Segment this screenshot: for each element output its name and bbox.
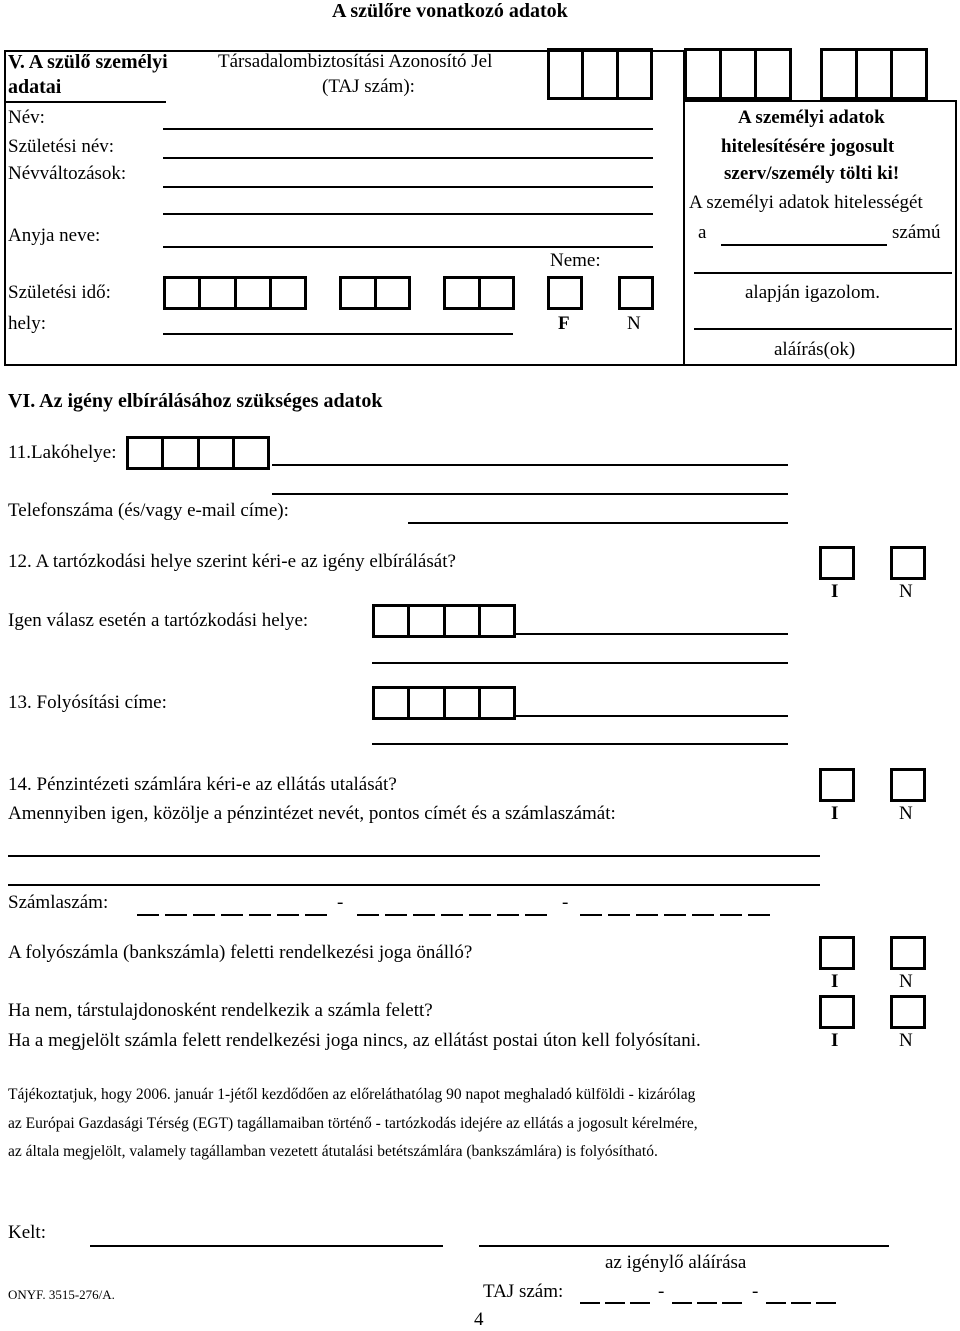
auth-document-field[interactable]: [694, 272, 952, 274]
account-digit-blank[interactable]: [221, 914, 243, 916]
auth-a-label: a: [698, 222, 707, 243]
disposal-no-label: N: [899, 971, 913, 992]
account-digit-blank[interactable]: [137, 914, 159, 916]
account-digit-blank[interactable]: [469, 914, 491, 916]
gender-label: Neme:: [550, 250, 601, 271]
account-digit-blank[interactable]: [249, 914, 271, 916]
form-code: ONYF. 3515-276/A.: [8, 1287, 115, 1302]
disposal-no-checkbox[interactable]: [890, 936, 926, 970]
auth-based-on: alapján igazolom.: [745, 282, 881, 303]
account-digit-blank[interactable]: [608, 914, 630, 916]
account-digit-blank[interactable]: [636, 914, 658, 916]
info-line-1: Tájékoztatjuk, hogy 2006. január 1-jétől kezdődően az előreláthatólag 90 napot meghaladó külföldi - kizárólag: [8, 1086, 696, 1103]
footer-taj-separator-1: -: [658, 1281, 665, 1302]
bank-address-field[interactable]: [8, 884, 820, 886]
account-digit-blank[interactable]: [497, 914, 519, 916]
q14-yes-label: I: [831, 803, 839, 824]
footer-taj-separator-2: -: [752, 1281, 759, 1302]
q14-yes-checkbox[interactable]: [819, 768, 855, 802]
q13-label: 13. Folyósítási címe:: [8, 692, 167, 713]
account-digit-blank[interactable]: [580, 914, 602, 916]
account-digit-blank[interactable]: [748, 914, 770, 916]
gender-f-label: F: [558, 313, 570, 334]
page-title: A szülőre vonatkozó adatok: [332, 0, 568, 22]
coowner-yes-checkbox[interactable]: [819, 995, 855, 1029]
q12-label: 12. A tartózkodási helye szerint kéri-e az igény elbírálását?: [8, 551, 456, 572]
birth-month-boxes[interactable]: [339, 276, 411, 310]
phone-field[interactable]: [408, 522, 788, 524]
taj-digit-blank[interactable]: [791, 1302, 811, 1304]
kelt-label: Kelt:: [8, 1222, 46, 1243]
phone-label: Telefonszáma (és/vagy e-mail címe):: [8, 500, 289, 521]
mother-name-field[interactable]: [163, 246, 653, 248]
disposal-yes-label: I: [831, 971, 839, 992]
taj-digit-blank[interactable]: [697, 1302, 717, 1304]
taj-digit-boxes-3[interactable]: [820, 48, 928, 100]
payment-postcode-boxes[interactable]: [372, 686, 516, 720]
gender-n-label: N: [627, 313, 641, 334]
taj-digit-blank[interactable]: [605, 1302, 625, 1304]
auth-signature-field[interactable]: [694, 328, 952, 330]
info-line-2: az Európai Gazdasági Térség (EGT) tagállamaiban történő - tartózkodás idejére az ellátás a jogosult kérelmére,: [8, 1115, 698, 1132]
auth-szamu-label: számú: [892, 222, 941, 243]
taj-label: Társadalombiztosítási Azonosító Jel: [218, 51, 493, 72]
taj-digit-blank[interactable]: [766, 1302, 786, 1304]
section-5-heading-2: adatai: [8, 76, 62, 98]
section-5-heading: V. A szülő személyi: [8, 51, 168, 73]
auth-line-4: A személyi adatok hitelességét: [689, 192, 923, 213]
q14-no-label: N: [899, 803, 913, 824]
taj-digit-boxes-2[interactable]: [684, 48, 792, 100]
birth-name-field[interactable]: [163, 157, 653, 159]
taj-digit-blank[interactable]: [580, 1302, 600, 1304]
bank-name-field[interactable]: [8, 855, 820, 857]
name-label: Név:: [8, 107, 45, 128]
account-digit-blank[interactable]: [413, 914, 435, 916]
residence-label: 11.Lakóhelye:: [8, 442, 117, 463]
auth-line-1: A személyi adatok: [738, 107, 885, 128]
mother-name-label: Anyja neve:: [8, 225, 101, 246]
page-number: 4: [474, 1309, 484, 1330]
taj-digit-blank[interactable]: [630, 1302, 650, 1304]
birth-day-boxes[interactable]: [443, 276, 515, 310]
q12-yes-checkbox[interactable]: [819, 546, 855, 580]
taj-digit-boxes-1[interactable]: [547, 48, 653, 100]
kelt-field[interactable]: [90, 1245, 443, 1247]
account-digit-blank[interactable]: [357, 914, 379, 916]
name-changes-field-2[interactable]: [163, 213, 653, 215]
q12-no-checkbox[interactable]: [890, 546, 926, 580]
gender-f-checkbox[interactable]: [547, 276, 583, 310]
account-digit-blank[interactable]: [193, 914, 215, 916]
no-right-note: Ha a megjelölt számla felett rendelkezési joga nincs, az ellátást postai úton kell folyósítani.: [8, 1030, 701, 1051]
stay-postcode-boxes[interactable]: [372, 604, 516, 638]
account-digit-blank[interactable]: [385, 914, 407, 916]
stay-address-field-2[interactable]: [372, 662, 788, 664]
account-digit-blank[interactable]: [277, 914, 299, 916]
residence-address-field-2[interactable]: [272, 493, 788, 495]
q14-no-checkbox[interactable]: [890, 768, 926, 802]
name-changes-field-1[interactable]: [163, 186, 653, 188]
account-digit-blank[interactable]: [441, 914, 463, 916]
section-6-heading: VI. Az igény elbírálásához szükséges adatok: [8, 390, 383, 412]
birth-name-label: Születési név:: [8, 136, 115, 157]
auth-number-field[interactable]: [721, 244, 887, 246]
residence-postcode-boxes[interactable]: [126, 436, 270, 470]
applicant-signature-field[interactable]: [479, 1245, 889, 1247]
auth-signature-label: aláírás(ok): [774, 339, 856, 360]
gender-n-checkbox[interactable]: [618, 276, 654, 310]
q14-followup-label: Amennyiben igen, közölje a pénzintézet nevét, pontos címét és a számlaszámát:: [8, 803, 616, 824]
place-label: hely:: [8, 313, 46, 334]
coowner-no-label: N: [899, 1030, 913, 1051]
account-digit-blank[interactable]: [525, 914, 547, 916]
disposal-question: A folyószámla (bankszámla) feletti rendelkezési joga önálló?: [8, 942, 473, 963]
birth-year-boxes[interactable]: [163, 276, 307, 310]
account-digit-blank[interactable]: [664, 914, 686, 916]
taj-digit-blank[interactable]: [672, 1302, 692, 1304]
disposal-yes-checkbox[interactable]: [819, 936, 855, 970]
info-line-3: az általa megjelölt, valamely tagállamban vezetett átutalási betétszámlára (bankszámlára) is folyósítható.: [8, 1143, 658, 1160]
coowner-yes-label: I: [831, 1030, 839, 1051]
q12-no-label: N: [899, 581, 913, 602]
auth-line-3: szerv/személy tölti ki!: [724, 163, 900, 184]
payment-address-field-1[interactable]: [516, 715, 788, 717]
account-separator-1: -: [337, 892, 344, 913]
birth-place-field[interactable]: [163, 333, 513, 335]
account-digit-blank[interactable]: [720, 914, 742, 916]
q14-label: 14. Pénzintézeti számlára kéri-e az ellátás utalását?: [8, 774, 397, 795]
q12-yes-label: I: [831, 581, 839, 602]
residence-address-field-1[interactable]: [272, 464, 788, 466]
auth-line-2: hitelesítésére jogosult: [721, 136, 895, 157]
account-separator-2: -: [562, 892, 569, 913]
name-changes-label: Névváltozások:: [8, 163, 127, 184]
coowner-question: Ha nem, társtulajdonosként rendelkezik a számla felett?: [8, 1000, 433, 1021]
taj-digit-blank[interactable]: [722, 1302, 742, 1304]
account-digit-blank[interactable]: [692, 914, 714, 916]
taj-label-2: (TAJ szám):: [322, 76, 415, 97]
heading-divider: [4, 101, 166, 103]
stay-address-field-1[interactable]: [516, 633, 788, 635]
name-field[interactable]: [163, 128, 653, 130]
coowner-no-checkbox[interactable]: [890, 995, 926, 1029]
applicant-signature-label: az igénylő aláírása: [605, 1252, 747, 1273]
payment-address-field-2[interactable]: [372, 743, 788, 745]
account-digit-blank[interactable]: [165, 914, 187, 916]
birth-time-label: Születési idő:: [8, 282, 111, 303]
footer-taj-label: TAJ szám:: [483, 1281, 564, 1302]
account-digit-blank[interactable]: [305, 914, 327, 916]
taj-digit-blank[interactable]: [816, 1302, 836, 1304]
q12-followup-label: Igen válasz esetén a tartózkodási helye:: [8, 610, 309, 631]
account-number-label: Számlaszám:: [8, 892, 109, 913]
